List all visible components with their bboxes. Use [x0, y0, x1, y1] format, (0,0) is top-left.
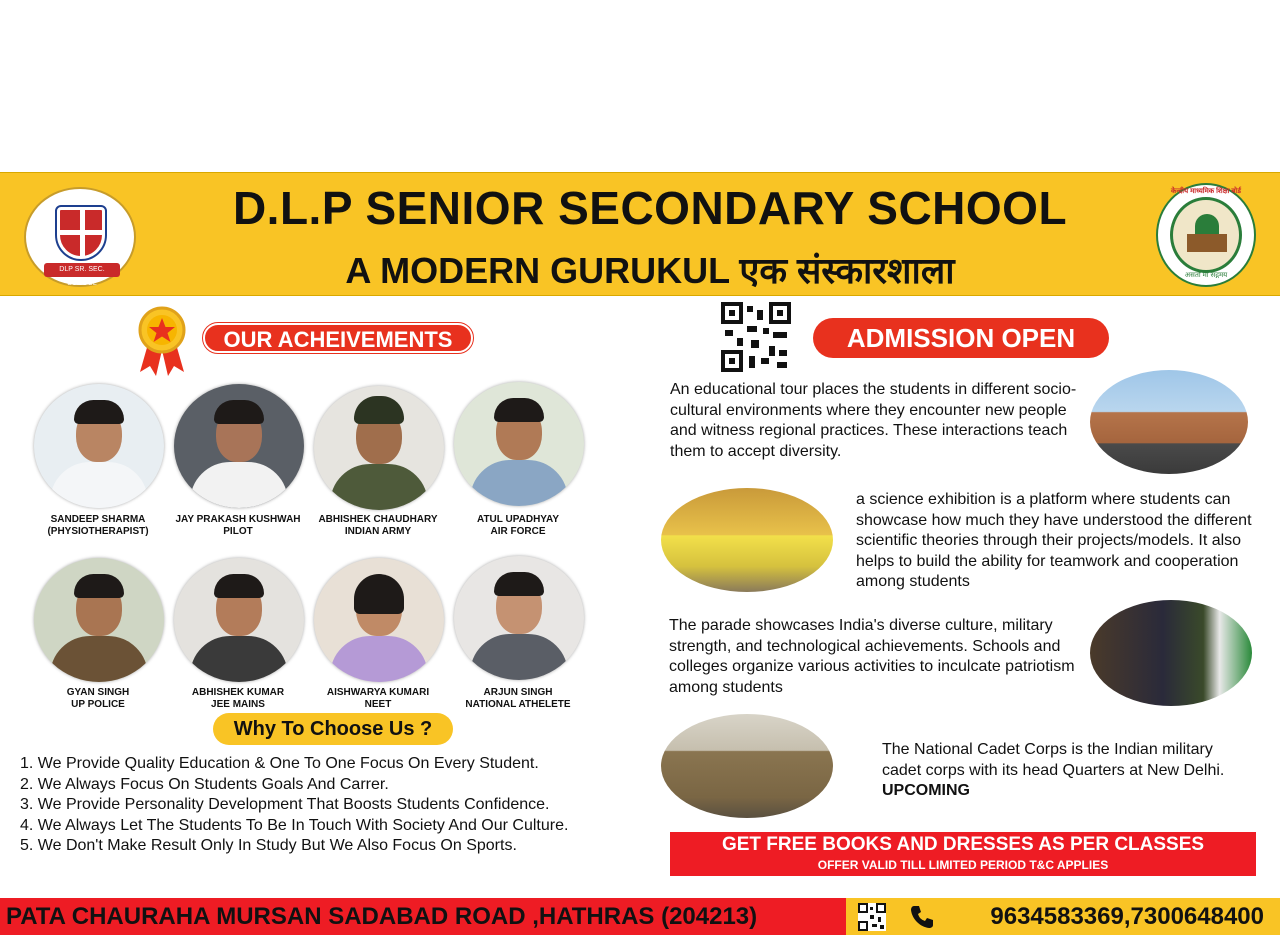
avatar-gyan-singh: [34, 558, 164, 682]
shield-icon: [57, 207, 105, 259]
list-item: 4. We Always Let The Students To Be In Touch With Society And Our Culture.: [20, 816, 569, 834]
avatar-atul-upadhyay: [454, 382, 584, 506]
parade-description: The parade showcases India's diverse culture, military strength, and technological achievements. Schools and colleges organize various activities to inculcate patriotism among students: [669, 617, 1075, 696]
admission-open-badge: ADMISSION OPEN: [813, 318, 1109, 358]
avatar-abhishek-chaudhary: [314, 386, 444, 510]
cbse-logo-motto: असतो मा सद्गमय: [1184, 272, 1228, 279]
avatar-abhishek-kumar: [174, 558, 304, 682]
avatar-jay-prakash-kushwah: [174, 384, 304, 508]
school-tagline: A MODERN GURUKUL एक संस्कारशाला: [345, 250, 955, 291]
ncc-photo: [661, 714, 833, 818]
avatar-aishwarya-kumari: [314, 558, 444, 682]
cbse-logo: [1156, 183, 1256, 287]
person-name: ATUL UPADHYAY AIR FORCE: [476, 514, 560, 537]
cbse-logo-text: केन्द्रीय माध्यमिक शिक्षा बोर्ड: [1171, 188, 1241, 195]
person-name: ABHISHEK CHAUDHARY INDIAN ARMY: [318, 514, 438, 537]
person-name: SANDEEP SHARMA (PHYSIOTHERAPIST): [47, 514, 149, 537]
person-name: GYAN SINGH UP POLICE: [66, 687, 130, 710]
person-name: ARJUN SINGH NATIONAL ATHELETE: [465, 687, 571, 710]
phone-icon[interactable]: [908, 903, 936, 931]
upcoming-label: UPCOMING: [882, 782, 970, 799]
footer-qr-icon[interactable]: [858, 903, 886, 931]
medal-icon: [136, 306, 188, 378]
offer-headline: GET FREE BOOKS AND DRESSES AS PER CLASSES: [721, 834, 1205, 855]
person-name: AISHWARYA KUMARI NEET: [326, 687, 430, 710]
why-choose-us-list: [20, 754, 660, 857]
achievements-title: OUR ACHEIVEMENTS: [203, 323, 473, 353]
school-logo: [24, 187, 136, 287]
list-item: 5. We Don't Make Result Only In Study But We Also Focus On Sports.: [20, 837, 517, 854]
parade-photo: [1090, 600, 1252, 706]
tour-description: An educational tour places the students in different socio-cultural environments where they encounter new people and witness regional practices. These interactions teach them to accept diversity.: [670, 381, 1077, 460]
tour-photo: [1090, 370, 1248, 474]
offer-note: OFFER VALID TILL LIMITED PERIOD T&C APPLIES: [817, 858, 1109, 872]
school-name: D.L.P SENIOR SECONDARY SCHOOL: [232, 182, 1068, 234]
footer-address: PATA CHAURAHA MURSAN SADABAD ROAD ,HATHRAS (204213): [0, 898, 846, 935]
person-name: ABHISHEK KUMAR JEE MAINS: [191, 687, 285, 710]
header-banner: [0, 172, 1280, 296]
list-item: 3. We Provide Personality Development That Boosts Students Confidence.: [20, 796, 550, 813]
science-exhibition-photo: [661, 488, 833, 592]
offer-banner: [670, 832, 1256, 876]
ncc-description: The National Cadet Corps is the Indian military cadet corps with its head Quarters at New Delhi. UPCOMING: [882, 741, 1225, 799]
list-item: 1. We Provide Quality Education & One To One Focus On Every Student.: [20, 755, 539, 772]
avatar-sandeep-sharma: [34, 384, 164, 508]
why-choose-us-title: Why To Choose Us ?: [213, 713, 453, 745]
footer-phone-numbers: 9634583369,7300648400: [990, 903, 1264, 930]
list-item: 2. We Always Focus On Students Goals And Carrer.: [20, 775, 389, 793]
qr-code-icon[interactable]: [721, 302, 791, 372]
school-logo-text: DLP SR. SEC. SCHOOL: [44, 263, 120, 277]
person-name: JAY PRAKASH KUSHWAH PILOT: [175, 514, 301, 537]
science-exhibition-description: a science exhibition is a platform where students can showcase how much they have understood the different scientific theories through their projects/models. It also helps to build the ability for teamwork and cooperation among students: [856, 491, 1252, 590]
avatar-arjun-singh: [454, 556, 584, 680]
cbse-emblem-icon: [1170, 197, 1242, 273]
